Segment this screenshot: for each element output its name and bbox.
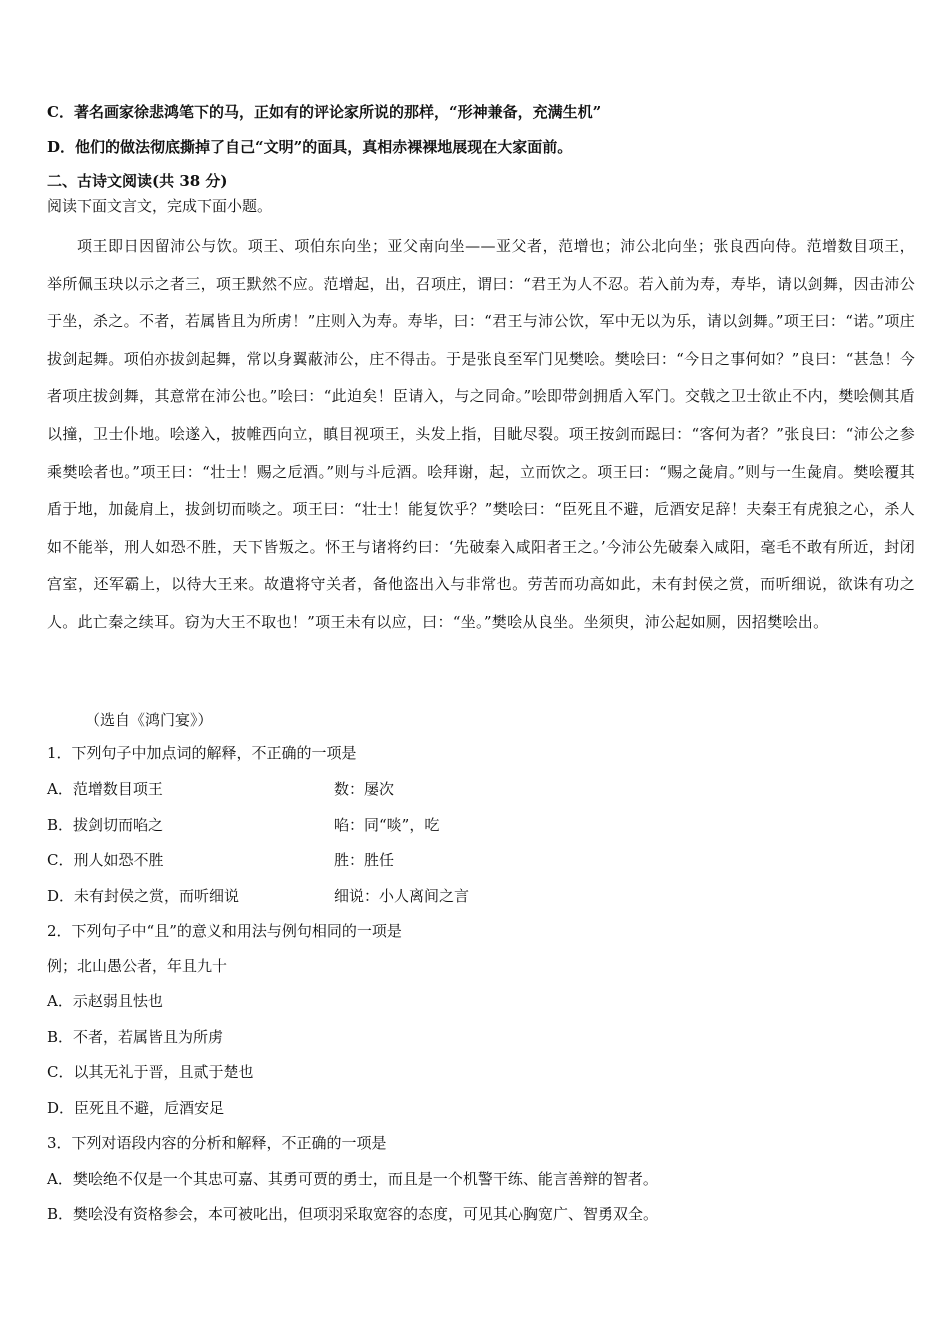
q1-option-d-explanation: 细说：小人离间之言 [334,887,470,905]
q1-option-c: C．刑人如恐不胜 [47,851,164,869]
q2-stem: 2．下列句子中“且”的意义和用法与例句相同的一项是 [47,922,402,940]
q2-option-c: C．以其无礼于晋，且贰于楚也 [47,1063,254,1081]
q3-stem: 3．下列对语段内容的分析和解释，不正确的一项是 [47,1134,387,1152]
q1-option-b: B．拔剑切而啗之 [47,816,164,834]
q1-stem: 1．下列句子中加点词的解释，不正确的一项是 [47,744,357,762]
q3-option-a: A．樊哙绝不仅是一个其忠可嘉、其勇可贾的勇士，而且是一个机警干练、能言善辩的智者。 [47,1170,658,1188]
q1-option-c-explanation: 胜：胜任 [334,851,395,869]
q1-option-a: A．范增数目项王 [47,780,163,798]
prev-option-d: D．他们的做法彻底撕掉了自己“文明”的面具，真相赤裸裸地展现在大家面前。 [47,138,573,156]
section-instruction: 阅读下面文言文，完成下面小题。 [47,197,273,215]
q2-option-a: A．示赵弱且怯也 [47,992,163,1010]
q2-option-d: D．臣死且不避，卮酒安足 [47,1099,225,1117]
q2-example: 例；北山愚公者，年且九十 [47,957,228,975]
section-heading: 二、古诗文阅读(共 38 分) [47,172,228,190]
classical-passage: 项王即日因留沛公与饮。项王、项伯东向坐；亚父南向坐——亚父者，范增也；沛公北向坐；张良西向侍。范增数目项王，举所佩玉玦以示之者三，项王默然不应。范增起，出，召项庄，谓曰：“君王为人不忍。若入前为寿，寿毕，请以剑舞，因击沛公于坐，杀之。不者，若属皆且为所虏！”庄则入为寿。寿毕，曰：“君王与沛公饮，军中无以为乐，请以剑舞。”项王曰：“诺。”项庄拔剑起舞。项伯亦拔剑起舞，常以身翼蔽沛公，庄不得击。于是张良至军门见樊哙。樊哙曰：“今日之事何如？”良曰：“甚急！今者项庄拔剑舞，其意常在沛公也。”哙曰：“此迫矣！臣请入，与之同命。”哙即带剑拥盾入军门。交戟之卫士欲止不内，樊哙侧其盾以撞，卫士仆地。哙遂入，披帷西向立，瞋目视项王，头发上指，目眦尽裂。项王按剑而跽曰：“客何为者？”张良曰：“沛公之参乘樊哙者也。”项王曰：“壮士！赐之卮酒。”则与斗卮酒。哙拜谢，起，立而饮之。项王曰：“赐之彘肩。”则与一生彘肩。樊哙覆其盾于地，加彘肩上，拔剑切而啖之。项王曰：“壮士！能复饮乎？”樊哙曰：“臣死且不避，卮酒安足辞！夫秦王有虎狼之心，杀人如不能举，刑人如恐不胜，天下皆叛之。怀王与诸将约曰：‘先破秦入咸阳者王之。’今沛公先破秦入咸阳，毫毛不敢有所近，封闭宫室，还军霸上，以待大王来。故遣将守关者，备他盗出入与非常也。劳苦而功高如此，未有封侯之赏，而听细说，欲诛有功之人。此亡秦之续耳。窃为大王不取也！”项王未有以应，曰：“坐。”樊哙从良坐。坐须臾，沛公起如厕，因招樊哙出。 [47,237,915,631]
q1-option-d: D．未有封侯之赏，而听细说 [47,887,240,905]
q1-option-b-explanation: 啗：同“啖”，吃 [334,816,440,834]
prev-option-c: C．著名画家徐悲鸿笔下的马，正如有的评论家所说的那样，“形神兼备，充满生机” [47,103,602,121]
q3-option-b: B．樊哙没有资格参会，本可被叱出，但项羽采取宽容的态度，可见其心胸宽广、智勇双全。 [47,1205,659,1223]
q1-option-a-explanation: 数：屡次 [334,780,395,798]
passage-source: （选自《鸿门宴》） [85,711,213,729]
q2-option-b: B．不者，若属皆且为所虏 [47,1028,224,1046]
